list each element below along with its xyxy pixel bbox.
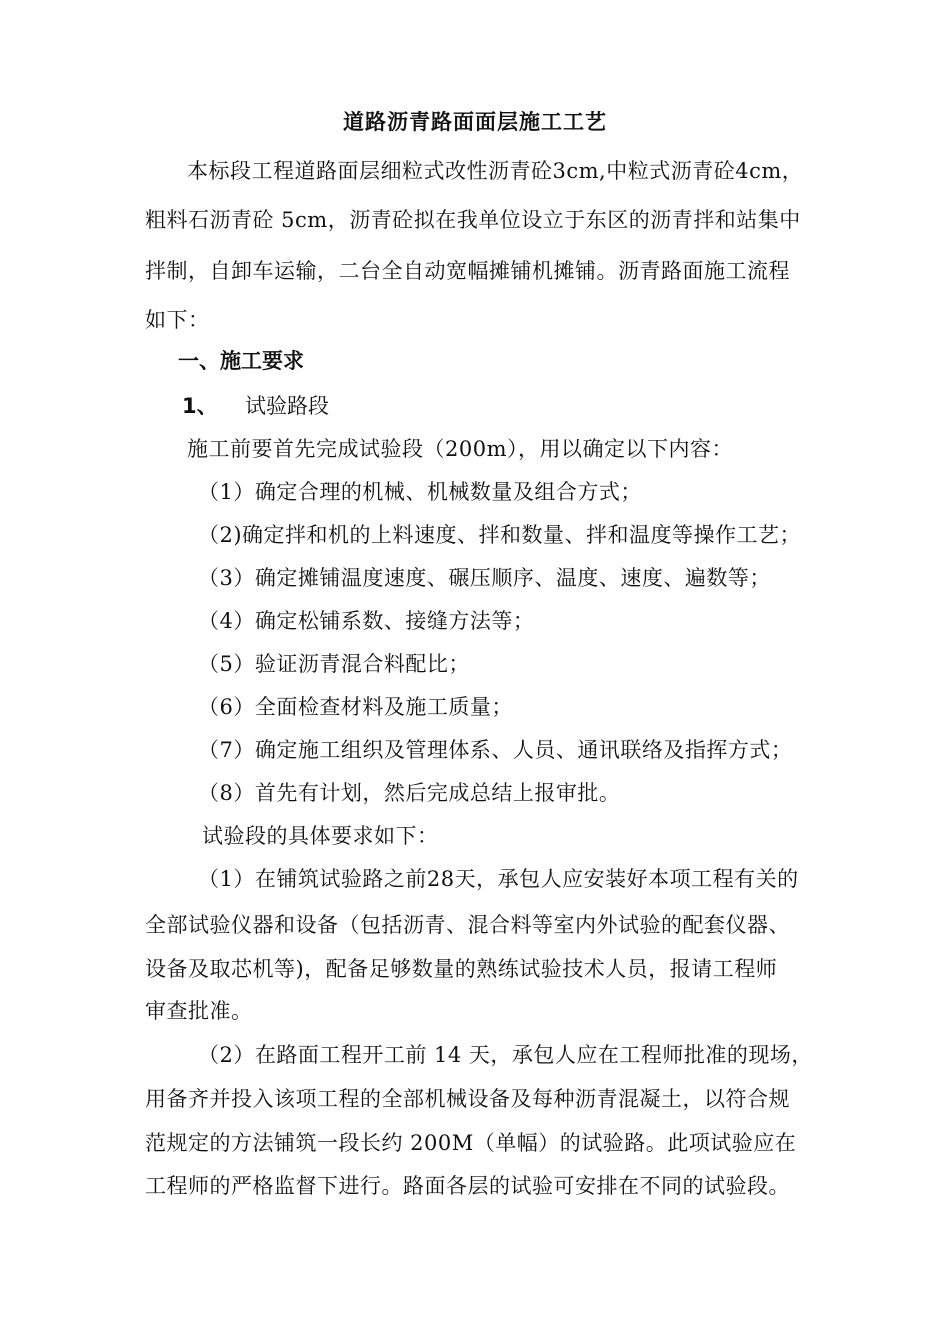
list-item-5: （5）验证沥青混合料配比； xyxy=(198,652,470,676)
section-heading: 一、施工要求 xyxy=(178,349,304,373)
list-item-6: （6）全面检查材料及施工质量； xyxy=(198,695,513,719)
intro-line-2: 粗料石沥青砼 5cm，沥青砼拟在我单位设立于东区的沥青拌和站集中 xyxy=(145,208,801,232)
list-item-2: （2)确定拌和机的上料速度、拌和数量、拌和温度等操作工艺； xyxy=(198,523,802,547)
list-item-8: （8）首先有计划，然后完成总结上报审批。 xyxy=(198,781,621,805)
subsection-title: 试验路段 xyxy=(245,394,329,418)
subsection-number: 1、 xyxy=(182,394,218,418)
list-item-1: （1）确定合理的机械、机械数量及组合方式； xyxy=(198,480,642,504)
requirement-2-line-1: （2）在路面工程开工前 14 天，承包人应在工程师批准的现场， xyxy=(198,1043,813,1067)
requirements-lead: 试验段的具体要求如下： xyxy=(202,824,439,848)
requirement-1-line-4: 审查批准。 xyxy=(145,999,253,1023)
subsection-lead: 施工前要首先完成试验段（200m），用以确定以下内容： xyxy=(187,437,733,461)
requirement-2-line-3: 范规定的方法铺筑一段长约 200M（单幅）的试验路。此项试验应在 xyxy=(145,1131,797,1155)
intro-line-4: 如下： xyxy=(145,308,210,332)
requirement-2-line-4: 工程师的严格监督下进行。路面各层的试验可安排在不同的试验段。 xyxy=(145,1174,790,1198)
requirement-2-line-2: 用备齐并投入该项工程的全部机械设备及每种沥青混凝土，以符合规 xyxy=(145,1087,790,1111)
requirement-1-line-3: 设备及取芯机等)，配备足够数量的熟练试验技术人员，报请工程师 xyxy=(145,957,778,981)
list-item-4: （4）确定松铺系数、接缝方法等； xyxy=(198,609,535,633)
intro-line-1: 本标段工程道路面层细粒式改性沥青砼3cm,中粒式沥青砼4cm， xyxy=(187,159,804,183)
list-item-7: （7）确定施工组织及管理体系、人员、通讯联络及指挥方式； xyxy=(198,738,793,762)
requirement-1-line-2: 全部试验仪器和设备（包括沥青、混合料等室内外试验的配套仪器、 xyxy=(145,913,790,937)
document-title: 道路沥青路面面层施工工艺 xyxy=(343,110,607,134)
requirement-1-line-1: （1）在铺筑试验路之前28天，承包人应安装好本项工程有关的 xyxy=(198,867,799,891)
list-item-3: （3）确定摊铺温度速度、碾压顺序、温度、速度、遍数等； xyxy=(198,566,771,590)
intro-line-3: 拌制，自卸车运输，二台全自动宽幅摊铺机摊铺。沥青路面施工流程 xyxy=(145,259,790,283)
